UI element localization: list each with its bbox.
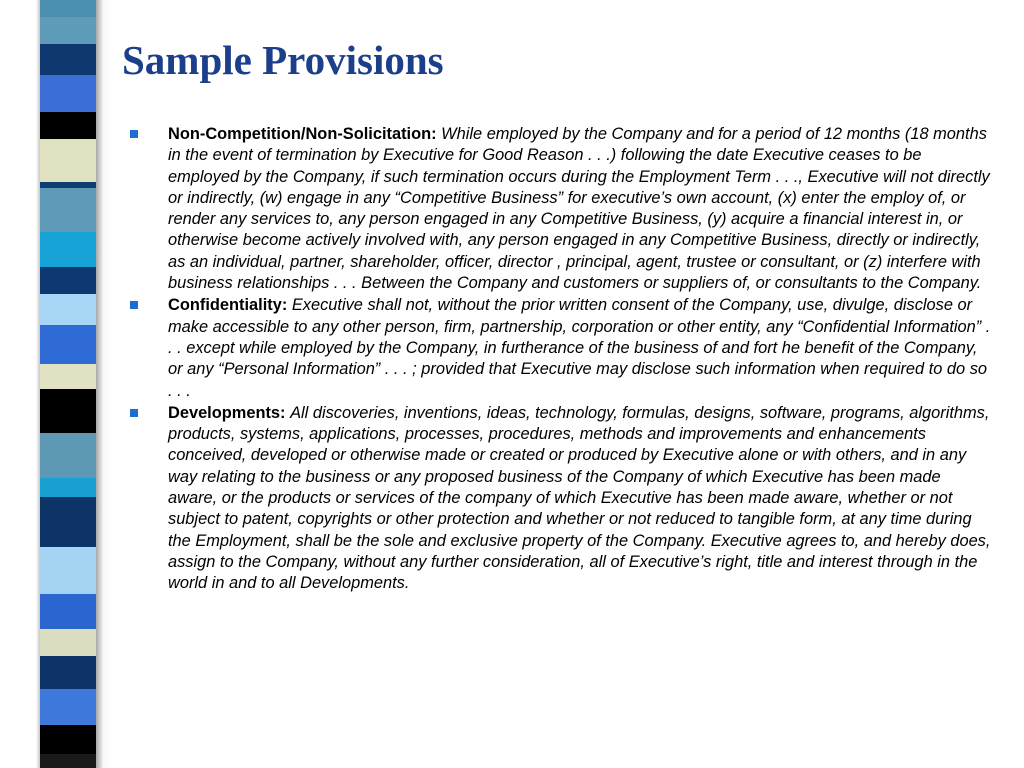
stripe-block (40, 389, 96, 434)
provisions-list (128, 124, 994, 596)
bullet-square-icon (130, 409, 138, 417)
stripe-block (40, 44, 96, 75)
provision-text (168, 124, 994, 294)
provision-body: All discoveries, inventions, ideas, technology, formulas, designs, software, programs, algorithms, products, systems, applications, processes, procedures, methods and improvements and enhancements conceived, developed or otherwise made or created or produced by Executive alone or with others, and in any way relating to the business or any proposed business of the Company of which Executive has been made aware, or the products or services of the company of which Executive has been made aware, whether or not subject to patent, copyrights or other protection and whether or not reduced to tangible form, at any time during the Employment, shall be the sole and exclusive property of the Company. Executive agrees to, and hereby does, assign to the Company, without any further consideration, all of Executive’s right, title and interest through in the world in and to all Developments. (168, 403, 991, 593)
provision-item (128, 403, 994, 595)
stripe-block (40, 294, 96, 325)
stripe-block (40, 267, 96, 294)
provision-body: Executive shall not, without the prior written consent of the Company, use, divulge, disclose or make accessible to any other person, firm, partnership, corporation or other entity, any “Confidential Information” . . . except while employed by the Company, in furtherance of the business of and fort he benefit of the Company, or any “Personal Information” . . . ; provided that Executive may disclose such information when required to do so . . . (168, 296, 991, 400)
stripe-block (40, 433, 96, 478)
provision-label: Developments: (168, 403, 286, 422)
provision-item (128, 124, 994, 294)
provision-text (168, 403, 994, 595)
stripe-block (40, 0, 96, 17)
stripe-block (40, 478, 96, 497)
bullet-square-icon (130, 130, 138, 138)
stripe-block (40, 656, 96, 689)
slide-title: Sample Provisions (122, 37, 444, 83)
stripe-block (40, 364, 96, 389)
provision-item (128, 295, 994, 401)
stripe-shadow (96, 0, 103, 768)
stripe-block (40, 689, 96, 726)
bullet-square-icon (130, 301, 138, 309)
stripe-block (40, 75, 96, 112)
stripe-block (40, 594, 96, 629)
provision-text (168, 295, 994, 401)
provision-label: Non-Competition/Non-Solicitation: (168, 125, 437, 143)
stripe-block (40, 188, 96, 233)
stripe-block (40, 754, 96, 768)
stripe-block (40, 497, 96, 547)
decorative-color-stripe (40, 0, 96, 768)
stripe-block (40, 139, 96, 182)
provision-body: While employed by the Company and for a period of 12 months (18 months in the event of termination by Executive for Good Reason . . .) following the date Executive ceases to be employed by the Company, if such termination occurs during the Employment Term . . ., Executive will not directly or indirectly, (w) engage in any “Competitive Business” for executive’s own account, (x) enter the employ of, or render any services to, any person engaged in any Competitive Business, (y) acquire a financial interest in, or otherwise become actively involved with, any person engaged in any Competitive Business, directly or indirectly, as an individual, partner, shareholder, officer, director , principal, agent, trustee or consultant, or (z) interfere with business relationships . . . Between the Company and customers or suppliers of, or consultants to the Company. (168, 125, 990, 293)
stripe-block (40, 325, 96, 364)
stripe-block (40, 17, 96, 44)
stripe-block (40, 232, 96, 267)
stripe-block (40, 725, 96, 754)
stripe-block (40, 112, 96, 139)
stripe-block (40, 547, 96, 593)
stripe-block (40, 629, 96, 656)
provision-label: Confidentiality: (168, 296, 288, 315)
